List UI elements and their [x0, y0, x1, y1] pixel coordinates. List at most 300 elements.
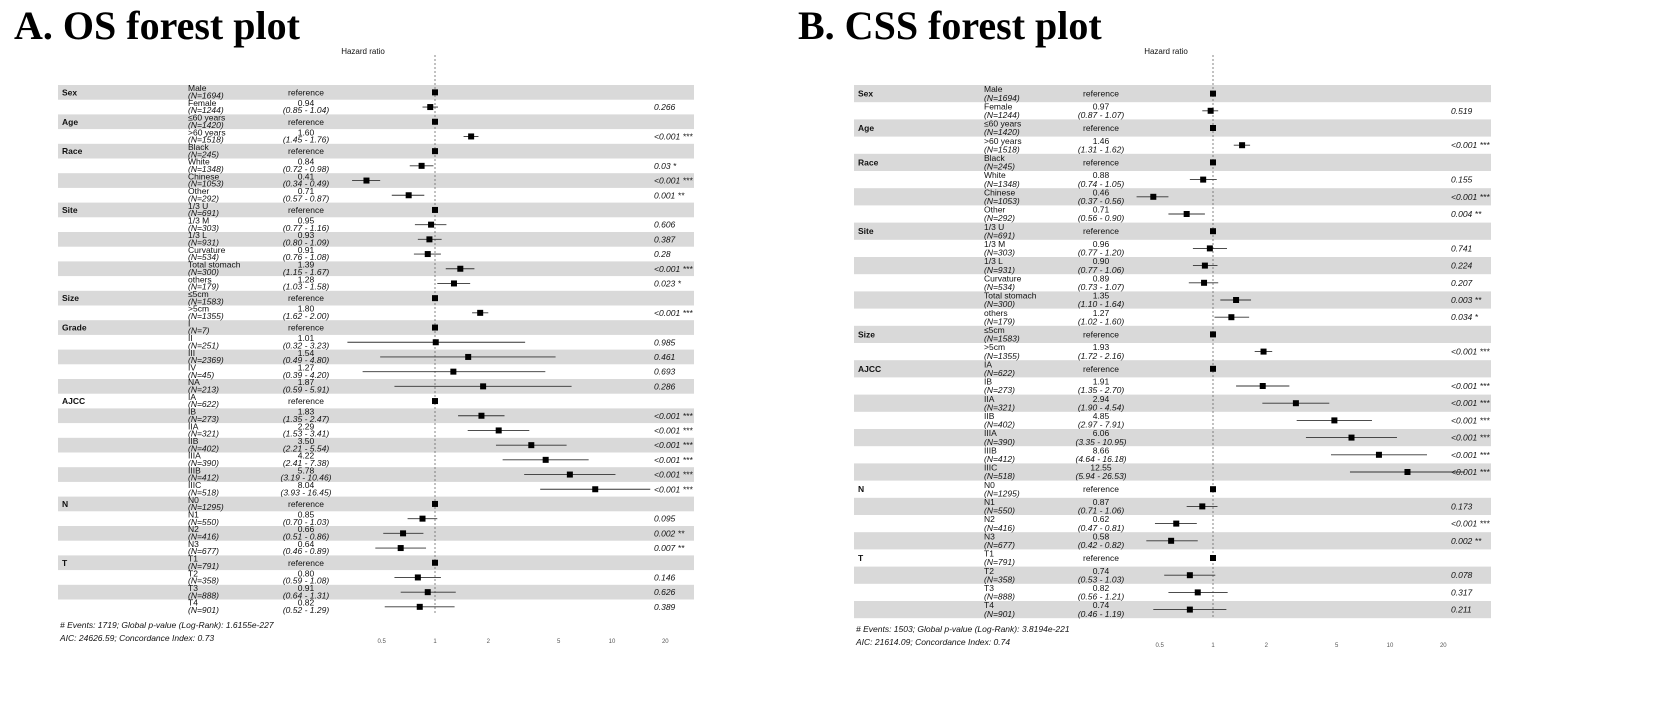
p-value-label: <0.001 *** — [654, 263, 693, 274]
sample-size-label: (N=45) — [188, 369, 215, 380]
ci-label: (2.97 - 7.91) — [1077, 419, 1125, 430]
row-band — [58, 494, 694, 512]
hr-point — [1201, 280, 1207, 286]
level-label: IIIB — [984, 445, 997, 456]
hr-value-label: 0.91 — [297, 582, 315, 593]
hr-point — [465, 354, 471, 360]
level-label: T1 — [984, 548, 994, 559]
sample-size-label: (N=245) — [984, 161, 1015, 172]
level-label: Other — [984, 204, 1006, 215]
level-label: Chinese — [188, 171, 220, 182]
ci-label: (0.77 - 1.16) — [282, 222, 330, 233]
hr-point — [1228, 314, 1234, 320]
sample-size-label: (N=1420) — [188, 119, 224, 130]
hr-point — [1200, 177, 1206, 183]
x-tick-label: 2 — [1264, 643, 1268, 650]
hr-point — [543, 457, 549, 463]
p-value-label: <0.001 *** — [1451, 140, 1490, 151]
hr-value-label: 5.78 — [297, 465, 315, 476]
p-value-label: <0.001 *** — [654, 175, 693, 186]
row-band — [854, 498, 1491, 515]
p-value-label: <0.001 *** — [1451, 415, 1490, 426]
hr-value-label: 0.89 — [1092, 273, 1110, 284]
p-value-label: <0.001 *** — [1451, 346, 1490, 357]
variable-label: Site — [62, 204, 78, 215]
ci-label: (0.51 - 0.86) — [282, 531, 330, 542]
hr-value-label: 4.85 — [1092, 411, 1110, 422]
hr-point — [1404, 469, 1410, 475]
level-label: 1/3 M — [984, 239, 1006, 250]
row-band — [854, 257, 1491, 274]
hr-value-label: 0.90 — [1092, 256, 1110, 267]
ci-label: (0.56 - 0.90) — [1077, 213, 1125, 224]
level-label: Curvature — [984, 273, 1022, 284]
sample-size-label: (N=292) — [188, 193, 219, 204]
reference-label: reference — [1083, 363, 1119, 374]
p-value-label: <0.001 *** — [654, 454, 693, 465]
level-label: III — [188, 347, 196, 358]
sample-size-label: (N=412) — [188, 472, 219, 483]
level-label: N0 — [188, 494, 199, 505]
hr-point — [478, 413, 484, 419]
ci-label: (1.35 - 2.70) — [1077, 385, 1125, 396]
sample-size-label: (N=518) — [984, 471, 1015, 482]
ci-label: (0.32 - 3.23) — [282, 340, 330, 351]
row-band — [58, 288, 694, 306]
ci-label: (1.72 - 2.16) — [1077, 350, 1125, 361]
sample-size-label: (N=691) — [984, 230, 1015, 241]
reference-label: reference — [1083, 88, 1119, 99]
hr-point — [432, 295, 438, 301]
sample-size-label: (N=273) — [188, 413, 219, 424]
hr-value-label: 1.80 — [297, 303, 315, 314]
hr-point — [567, 472, 573, 478]
sample-size-label: (N=292) — [984, 213, 1015, 224]
row-band — [58, 200, 694, 218]
hr-point — [1293, 400, 1299, 406]
p-value-label: 0.023 * — [654, 278, 681, 289]
sample-size-label: (N=1355) — [984, 350, 1020, 361]
hr-value-label: 0.64 — [297, 538, 315, 549]
sample-size-label: (N=534) — [984, 282, 1015, 293]
p-value-label: 0.034 * — [1451, 312, 1478, 323]
ci-label: (0.85 - 1.04) — [282, 105, 330, 116]
sample-size-label: (N=1053) — [984, 196, 1020, 207]
sample-size-label: (N=179) — [188, 281, 219, 292]
hr-value-label: 0.85 — [297, 509, 315, 520]
sample-size-label: (N=534) — [188, 252, 219, 263]
p-value-label: 0.693 — [654, 366, 676, 377]
hr-point — [450, 369, 456, 375]
p-value-label: 0.28 — [654, 249, 671, 260]
hr-value-label: 4.22 — [297, 450, 315, 461]
hr-point — [432, 89, 438, 95]
x-tick-label: 1 — [433, 639, 437, 646]
hr-value-label: 0.62 — [1092, 514, 1110, 525]
hr-point — [363, 178, 369, 184]
hr-value-label: 1.27 — [1092, 307, 1110, 318]
p-value-label: <0.001 *** — [1451, 432, 1490, 443]
row-band — [58, 114, 694, 129]
p-value-label: 0.606 — [654, 219, 676, 230]
hr-value-label: 0.71 — [1092, 204, 1110, 215]
sample-size-label: (N=888) — [188, 590, 219, 601]
sample-size-label: (N=1583) — [188, 296, 224, 307]
sample-size-label: (N=622) — [188, 399, 219, 410]
ci-label: (1.15 - 1.67) — [282, 266, 330, 277]
sample-size-label: (N=1295) — [188, 502, 224, 513]
row-band — [58, 555, 694, 570]
level-label: 1/3 M — [188, 215, 210, 226]
ci-label: (0.46 - 0.89) — [282, 546, 330, 557]
row-band — [854, 291, 1491, 308]
hr-point — [451, 280, 457, 286]
hr-value-label: 1.91 — [1092, 376, 1110, 387]
ci-label: (0.71 - 1.06) — [1077, 505, 1125, 516]
sample-size-label: (N=303) — [984, 247, 1015, 258]
p-value-label: 0.001 ** — [654, 190, 685, 201]
hr-point — [496, 427, 502, 433]
row-band — [854, 395, 1491, 412]
sample-size-label: (N=1518) — [188, 134, 224, 145]
level-label: T1 — [188, 553, 198, 564]
sample-size-label: (N=300) — [188, 266, 219, 277]
row-band — [58, 85, 694, 100]
ci-label: (4.64 - 16.18) — [1075, 454, 1127, 465]
hr-value-label: 0.74 — [1092, 600, 1110, 611]
x-tick-label: 1 — [1211, 643, 1215, 650]
ci-label: (0.59 - 1.08) — [282, 575, 330, 586]
p-value-label: <0.001 *** — [654, 440, 693, 451]
level-label: ≤60 years — [984, 118, 1022, 129]
hr-point — [400, 530, 406, 536]
reference-label: reference — [1083, 157, 1119, 168]
p-value-label: 0.741 — [1451, 243, 1473, 254]
hr-point — [457, 266, 463, 272]
footer-aic: AIC: 21614.09; Concordance Index: 0.74 — [856, 637, 1011, 648]
level-label: IB — [188, 406, 197, 417]
hr-point — [398, 545, 404, 551]
p-value-label: <0.001 *** — [1451, 398, 1490, 409]
level-label: IIIC — [188, 480, 202, 491]
footer-events: # Events: 1719; Global p-value (Log-Rank): 1.6155e-227 — [60, 620, 274, 631]
hr-point — [426, 236, 432, 242]
level-label: others — [984, 307, 1008, 318]
hr-point — [427, 104, 433, 110]
hr-point — [1150, 194, 1156, 200]
hr-point — [425, 589, 431, 595]
level-label: II — [188, 333, 193, 344]
ci-label: (2.21 - 5.54) — [282, 443, 330, 454]
hr-point — [415, 574, 421, 580]
x-tick-label: 0.5 — [377, 639, 386, 646]
sample-size-label: (N=1518) — [984, 144, 1020, 155]
hr-value-label: 0.94 — [297, 97, 315, 108]
ci-label: (0.77 - 1.06) — [1077, 264, 1125, 275]
sample-size-label: (N=550) — [188, 516, 219, 527]
hr-point — [1187, 572, 1193, 578]
hr-value-label: 1.87 — [297, 377, 315, 388]
p-value-label: 0.211 — [1451, 604, 1472, 615]
p-value-label: 0.146 — [654, 572, 676, 583]
p-value-label: <0.001 *** — [1451, 518, 1490, 529]
hr-point — [420, 516, 426, 522]
hr-point — [528, 442, 534, 448]
sample-size-label: (N=791) — [984, 557, 1015, 568]
p-value-label: 0.266 — [654, 102, 676, 113]
hr-point — [477, 310, 483, 316]
ci-label: (1.02 - 1.60) — [1077, 316, 1125, 327]
hr-value-label: 8.04 — [297, 480, 315, 491]
ci-label: (0.70 - 1.03) — [282, 516, 330, 527]
sample-size-label: (N=791) — [188, 560, 219, 571]
hr-point — [1348, 435, 1354, 441]
sample-size-label: (N=518) — [188, 487, 219, 498]
hr-value-label: 1.83 — [297, 406, 315, 417]
sample-size-label: (N=1420) — [984, 127, 1020, 138]
ci-label: (0.37 - 0.56) — [1077, 196, 1125, 207]
hr-value-label: 0.97 — [1092, 101, 1110, 112]
hr-point — [432, 119, 438, 125]
variable-label: AJCC — [62, 396, 86, 407]
x-tick-label: 10 — [1386, 643, 1394, 650]
ci-label: (1.03 - 1.58) — [282, 281, 330, 292]
row-band — [854, 223, 1491, 240]
p-value-label: 0.286 — [654, 381, 676, 392]
level-label: Black — [188, 141, 209, 152]
p-value-label: 0.095 — [654, 513, 676, 524]
ci-label: (0.56 - 1.21) — [1077, 591, 1125, 602]
footer-events: # Events: 1503; Global p-value (Log-Rank): 3.8194e-221 — [856, 624, 1070, 635]
variable-label: T — [858, 553, 864, 563]
hr-point — [1261, 349, 1267, 355]
p-value-label: <0.001 *** — [654, 469, 693, 480]
sample-size-label: (N=7) — [188, 325, 210, 336]
level-label: T3 — [984, 583, 994, 594]
p-value-label: 0.985 — [654, 337, 676, 348]
level-label: IA — [984, 359, 993, 370]
ci-label: (1.90 - 4.54) — [1077, 402, 1125, 413]
hr-point — [1260, 383, 1266, 389]
hr-point — [468, 133, 474, 139]
sample-size-label: (N=901) — [984, 608, 1015, 619]
sample-size-label: (N=1355) — [188, 311, 224, 322]
css-forest-plot — [827, 0, 1654, 709]
sample-size-label: (N=1694) — [188, 90, 224, 101]
sample-size-label: (N=1244) — [188, 105, 224, 116]
sample-size-label: (N=390) — [188, 458, 219, 469]
level-label: others — [188, 274, 212, 285]
p-value-label: 0.003 ** — [1451, 295, 1482, 305]
hr-point — [1233, 297, 1239, 303]
hr-point — [1210, 555, 1216, 561]
row-band — [854, 326, 1491, 343]
hr-value-label: 1.01 — [297, 333, 315, 344]
hr-value-label: 2.29 — [297, 421, 315, 432]
sample-size-label: (N=1053) — [188, 178, 224, 189]
hr-point — [1376, 452, 1382, 458]
hr-point — [1239, 142, 1245, 148]
ci-label: (0.87 - 1.07) — [1077, 110, 1125, 121]
sample-size-label: (N=390) — [984, 436, 1015, 447]
row-band — [58, 408, 694, 423]
level-label: N2 — [984, 514, 995, 525]
row-band — [854, 85, 1491, 102]
sample-size-label: (N=251) — [188, 340, 219, 351]
hr-point — [480, 383, 486, 389]
x-tick-label: 5 — [1335, 643, 1339, 650]
sample-size-label: (N=402) — [984, 419, 1015, 430]
variable-label: Age — [858, 123, 875, 133]
hr-point — [1331, 417, 1337, 423]
p-value-label: 0.173 — [1451, 501, 1473, 512]
hr-value-label: 0.82 — [297, 597, 315, 608]
hr-point — [1195, 589, 1201, 595]
ci-label: (0.46 - 1.19) — [1077, 608, 1125, 619]
level-label: White — [984, 170, 1006, 181]
ci-label: (3.19 - 10.46) — [280, 472, 332, 483]
variable-label: Race — [62, 146, 83, 157]
p-value-label: <0.001 *** — [654, 410, 693, 421]
level-label: IV — [188, 362, 197, 373]
ci-label: (0.57 - 0.87) — [282, 193, 330, 204]
p-value-label: 0.155 — [1451, 174, 1473, 185]
footer-aic: AIC: 24626.59; Concordance Index: 0.73 — [60, 633, 215, 644]
reference-label: reference — [288, 557, 324, 568]
level-label: ≤5cm — [984, 325, 1005, 336]
hr-point — [1202, 263, 1208, 269]
level-label: T4 — [984, 600, 994, 611]
level-label: >60 years — [984, 135, 1022, 146]
ci-label: (0.34 - 0.49) — [282, 178, 330, 189]
level-label: N2 — [188, 524, 199, 535]
p-value-label: <0.001 *** — [1451, 467, 1490, 477]
ci-label: (0.42 - 0.82) — [1077, 540, 1125, 551]
sample-size-label: (N=358) — [984, 574, 1015, 585]
sample-size-label: (N=677) — [984, 540, 1015, 551]
hr-value-label: 2.94 — [1092, 393, 1110, 404]
variable-label: Size — [858, 329, 876, 340]
p-value-label: <0.001 *** — [654, 131, 693, 142]
level-label: N3 — [984, 531, 995, 542]
row-band — [58, 141, 694, 159]
level-label: 1/3 L — [188, 230, 207, 241]
level-label: IIB — [188, 435, 199, 446]
hr-point — [1168, 538, 1174, 544]
level-label: T4 — [188, 597, 198, 608]
level-label: T3 — [188, 582, 198, 593]
row-band — [58, 261, 694, 276]
p-value-label: <0.001 *** — [1451, 191, 1490, 202]
level-label: IIIA — [188, 450, 201, 461]
hr-value-label: 0.80 — [297, 568, 315, 579]
variable-label: Age — [62, 116, 79, 127]
hr-value-label: 1.46 — [1092, 135, 1110, 146]
sample-size-label: (N=677) — [188, 546, 219, 557]
sample-size-label: (N=1583) — [984, 333, 1020, 344]
reference-label: reference — [288, 146, 324, 157]
level-label: Total stomach — [188, 259, 241, 270]
hr-value-label: 0.71 — [297, 186, 315, 197]
x-tick-label: 20 — [661, 639, 669, 646]
p-value-label: 0.078 — [1451, 570, 1473, 581]
hr-point — [1210, 486, 1216, 492]
hr-value-label: 0.46 — [1092, 187, 1110, 198]
hr-value-label: 0.93 — [297, 230, 315, 241]
ci-label: (3.93 - 16.45) — [280, 487, 332, 498]
level-label: Curvature — [188, 244, 226, 255]
p-value-label: 0.389 — [654, 601, 676, 612]
sample-size-label: (N=2369) — [188, 355, 224, 366]
p-value-label: 0.002 ** — [654, 528, 685, 539]
level-label: I — [188, 318, 191, 329]
reference-label: reference — [288, 204, 324, 215]
hr-value-label: 0.66 — [297, 524, 315, 535]
p-value-label: <0.001 *** — [1451, 381, 1490, 391]
sample-size-label: (N=888) — [984, 591, 1015, 602]
hr-point — [1187, 607, 1193, 613]
sample-size-label: (N=1295) — [984, 488, 1020, 499]
ci-label: (0.72 - 0.98) — [282, 164, 330, 175]
sample-size-label: (N=901) — [188, 605, 219, 616]
hr-point — [417, 604, 423, 610]
hr-point — [1210, 125, 1216, 131]
x-tick-label: 2 — [486, 639, 490, 646]
hr-point — [592, 486, 598, 492]
axis-title: Hazard ratio — [341, 47, 385, 56]
sample-size-label: (N=273) — [984, 385, 1015, 396]
ci-label: (0.49 - 4.80) — [282, 355, 330, 366]
level-label: IIIC — [984, 462, 998, 473]
hr-point — [433, 339, 439, 345]
os-panel-title: A. OS forest plot — [14, 3, 300, 48]
hr-value-label: 1.60 — [297, 127, 315, 138]
sample-size-label: (N=1244) — [984, 110, 1020, 121]
sample-size-label: (N=1348) — [188, 164, 224, 175]
hr-point — [428, 222, 434, 228]
level-label: IIA — [984, 393, 995, 404]
reference-label: reference — [1083, 329, 1119, 340]
hr-point — [406, 192, 412, 198]
sample-size-label: (N=622) — [984, 368, 1015, 379]
hr-value-label: 6.06 — [1092, 428, 1110, 439]
ci-label: (0.77 - 1.20) — [1077, 247, 1125, 258]
hr-value-label: 0.41 — [297, 171, 315, 182]
hr-point — [432, 325, 438, 331]
sample-size-label: (N=416) — [984, 522, 1015, 533]
level-label: ≤60 years — [188, 112, 226, 123]
ci-label: (1.31 - 1.62) — [1077, 144, 1125, 155]
level-label: NA — [188, 377, 200, 388]
ci-label: (3.35 - 10.95) — [1075, 436, 1127, 447]
sample-size-label: (N=321) — [984, 402, 1015, 413]
p-value-label: 0.317 — [1451, 587, 1473, 598]
reference-label: reference — [1083, 484, 1119, 495]
reference-label: reference — [1083, 123, 1119, 133]
p-value-label: 0.461 — [654, 351, 676, 362]
level-label: N1 — [188, 509, 199, 520]
ci-label: (5.94 - 26.53) — [1075, 471, 1127, 482]
level-label: N0 — [984, 479, 995, 490]
hr-point — [1210, 228, 1216, 234]
x-tick-label: 0.5 — [1155, 643, 1164, 650]
p-value-label: <0.001 *** — [1451, 449, 1490, 460]
ci-label: (0.80 - 1.09) — [282, 237, 330, 248]
hr-point — [432, 207, 438, 213]
hr-point — [419, 163, 425, 169]
ci-label: (0.64 - 1.31) — [282, 590, 330, 601]
level-label: IIB — [984, 411, 995, 422]
